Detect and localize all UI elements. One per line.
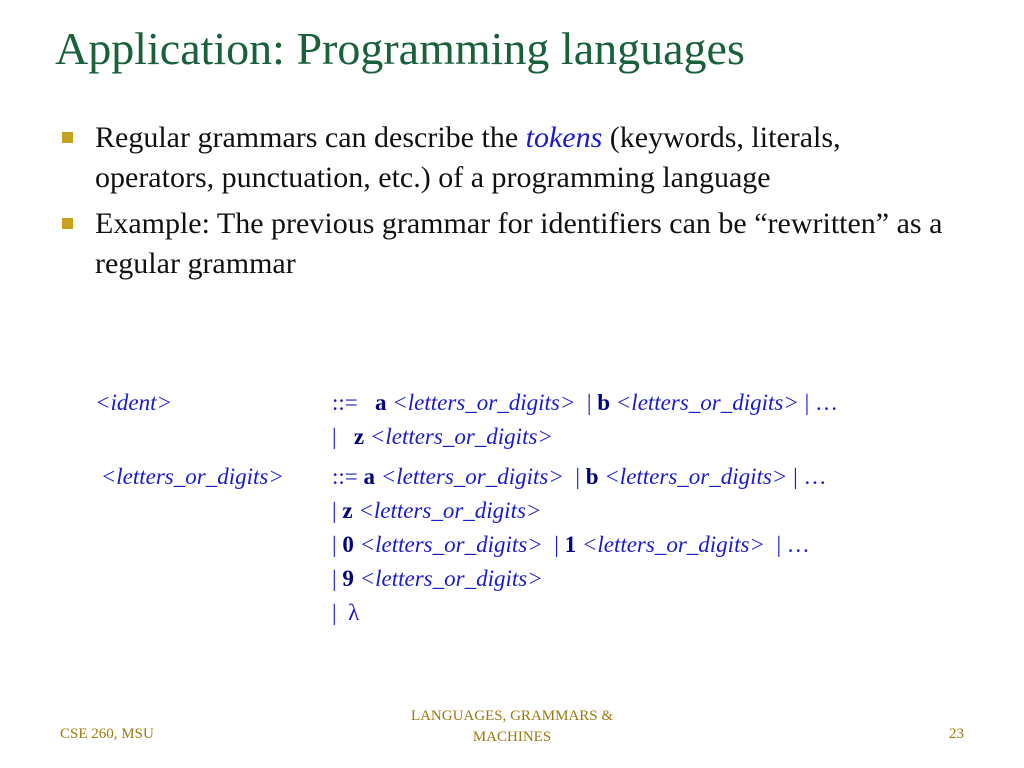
square-bullet-icon [62, 218, 73, 229]
nonterminal-symbol: <letters_or_digits> [359, 566, 543, 591]
terminal-symbol: b [597, 390, 611, 415]
bullet-text-after: (keywords, literals, operators, punctuation, etc.) of a programming language [95, 121, 841, 194]
terminal-symbol: 0 [342, 532, 354, 557]
nonterminal-symbol: <letters_or_digits> [369, 424, 553, 449]
grammar-operator: | [332, 498, 343, 523]
grammar-rules [95, 386, 985, 630]
page-number: 23 [949, 726, 964, 742]
grammar-operator: | … [798, 390, 838, 415]
grammar-operator: | … [787, 464, 827, 489]
grammar-row [95, 528, 985, 562]
grammar-operator: | [332, 424, 354, 449]
terminal-symbol: 1 [564, 532, 577, 557]
terminal-symbol: a [363, 464, 376, 489]
lod-production [332, 494, 541, 528]
bullet-list [62, 118, 962, 290]
nonterminal-symbol: <letters_or_digits> [615, 390, 799, 415]
ident-production [332, 386, 838, 420]
nonterminal-symbol: <letters_or_digits> [380, 464, 564, 489]
terminal-symbol: z [353, 424, 365, 449]
nonterminal-symbol: <letters_or_digits> [604, 464, 788, 489]
grammar-row [95, 420, 985, 454]
bullet-text: Example: The previous grammar for identifiers can be “rewritten” as a regular grammar [95, 207, 943, 280]
bullet-text [95, 118, 962, 198]
grammar-operator: | [563, 464, 586, 489]
bullet-item [62, 204, 962, 284]
lod-production [332, 562, 543, 596]
grammar-operator: | [332, 566, 343, 591]
tokens-keyword: tokens [525, 121, 603, 154]
nonterminal-symbol: <letters_or_digits> [581, 532, 765, 557]
footer-title-line: MACHINES [472, 729, 552, 745]
terminal-symbol: z [342, 498, 353, 523]
grammar-operator: | [542, 532, 565, 557]
terminal-symbol: b [585, 464, 599, 489]
grammar-row [95, 562, 985, 596]
ident-production [332, 420, 553, 454]
ident-nonterminal: <ident> [95, 390, 173, 415]
footer-course: CSE 260, MSU [60, 726, 154, 742]
nonterminal-symbol: <letters_or_digits> [359, 532, 543, 557]
bullet-text-before: Regular grammars can describe the [95, 121, 526, 154]
square-bullet-icon [62, 132, 73, 143]
grammar-operator: ::= [332, 464, 364, 489]
lod-production [332, 596, 359, 630]
slide-title: Application: Programming languages [55, 23, 745, 74]
grammar-row [95, 596, 985, 630]
grammar-operator: | … [764, 532, 810, 557]
grammar-operator: | λ [332, 600, 360, 625]
grammar-row [95, 386, 985, 420]
terminal-symbol: 9 [342, 566, 354, 591]
nonterminal-symbol: <letters_or_digits> [358, 498, 542, 523]
footer-title-line: LANGUAGES, GRAMMARS & [410, 708, 614, 724]
grammar-operator: | [332, 532, 343, 557]
grammar-operator: | [575, 390, 598, 415]
lod-production [332, 460, 827, 494]
grammar-operator: ::= [332, 390, 376, 415]
grammar-row [95, 460, 985, 494]
grammar-row [95, 494, 985, 528]
lod-production [332, 528, 810, 562]
terminal-symbol: a [375, 390, 387, 415]
bullet-item [62, 118, 962, 198]
nonterminal-symbol: <letters_or_digits> [392, 390, 576, 415]
letters-or-digits-nonterminal: <letters_or_digits> [95, 464, 284, 489]
footer-title [362, 706, 662, 748]
